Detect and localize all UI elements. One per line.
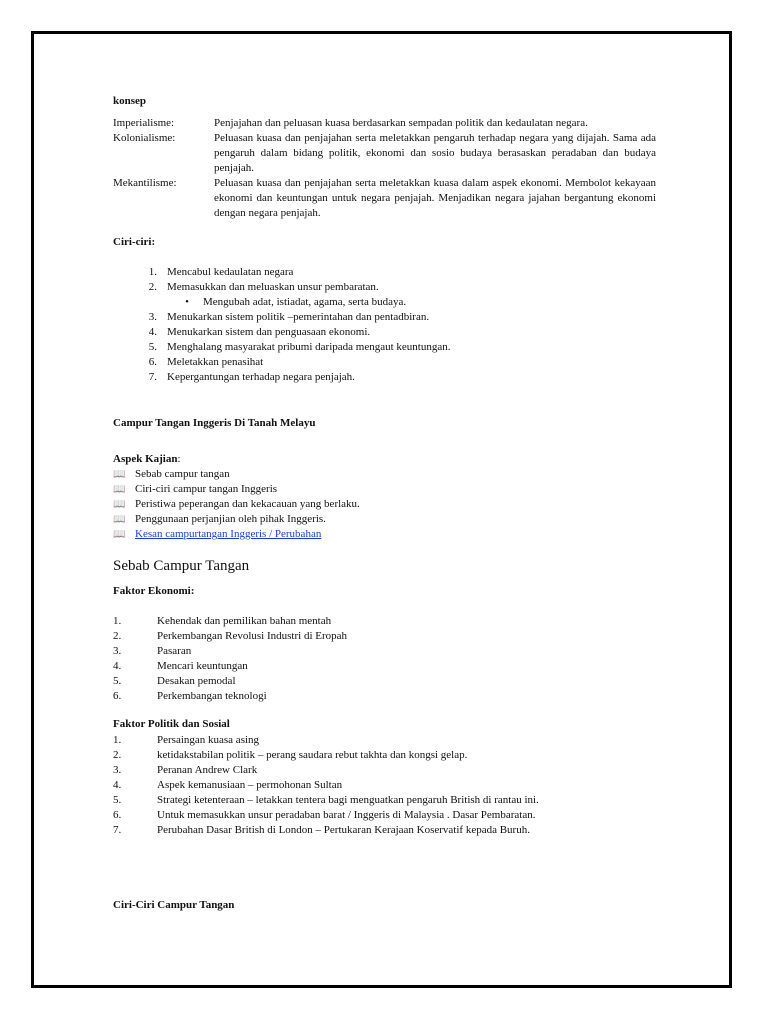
list-item xyxy=(113,823,539,838)
list-text: Menukarkan sistem politik –pemerintahan dan pentadbiran. xyxy=(167,311,430,323)
list-number: 2. xyxy=(113,749,122,761)
definition-term: Kolonialisme: xyxy=(113,132,176,144)
list-text: Pasaran xyxy=(157,645,192,657)
kesan-link[interactable]: Kesan campurtangan Inggeris / Perubahan xyxy=(135,528,322,540)
sebab-campur-tangan-heading: Sebab Campur Tangan xyxy=(113,558,250,574)
list-text: Penggunaan perjanjian oleh pihak Inggeris. xyxy=(135,513,326,525)
list-item xyxy=(113,733,539,748)
list-item xyxy=(113,295,450,310)
list-item xyxy=(113,659,347,674)
ciri-heading: Ciri-ciri: xyxy=(113,236,156,248)
aspek-list xyxy=(113,467,360,542)
aspek-kajian-heading xyxy=(113,452,181,467)
book-icon: 📖 xyxy=(113,499,126,510)
list-text: Menghalang masyarakat pribumi daripada mengaut keuntungan. xyxy=(167,341,451,353)
list-item xyxy=(113,280,450,295)
list-item xyxy=(113,497,360,512)
list-text: Mencari keuntungan xyxy=(157,660,248,672)
definition-term: Imperialisme: xyxy=(113,117,175,129)
definition-kolonialisme xyxy=(113,131,656,176)
list-item xyxy=(113,793,539,808)
list-number: 4. xyxy=(148,326,157,338)
list-text: Perkembangan teknologi xyxy=(157,690,267,702)
list-text: Ciri-ciri campur tangan Inggeris xyxy=(135,483,278,495)
list-number: 3. xyxy=(113,764,122,776)
list-item xyxy=(113,370,450,385)
book-icon: 📖 xyxy=(113,529,126,540)
faktor-politik-heading: Faktor Politik dan Sosial xyxy=(113,718,230,730)
list-item xyxy=(113,310,450,325)
list-item xyxy=(113,674,347,689)
list-item xyxy=(113,778,539,793)
konsep-heading: konsep xyxy=(113,95,147,107)
definitions xyxy=(113,116,656,221)
list-number: 7. xyxy=(148,371,157,383)
aspek-colon: : xyxy=(177,453,181,465)
list-number: 5. xyxy=(113,794,122,806)
list-text: Desakan pemodal xyxy=(157,675,236,687)
list-text: Menukarkan sistem dan penguasaan ekonomi. xyxy=(167,326,371,338)
list-text: Aspek kemanusiaan – permohonan Sultan xyxy=(157,779,343,791)
list-text: Sebab campur tangan xyxy=(135,468,230,480)
list-item xyxy=(113,644,347,659)
ekonomi-list xyxy=(113,614,347,704)
list-text: Meletakkan penasihat xyxy=(167,356,264,368)
list-number: 6. xyxy=(113,690,122,702)
list-number: 6. xyxy=(148,356,157,368)
list-item xyxy=(113,325,450,340)
list-item xyxy=(113,808,539,823)
book-icon: 📖 xyxy=(113,514,126,525)
list-text: Perubahan Dasar British di London – Pertukaran Kerajaan Koservatif kepada Buruh. xyxy=(157,824,530,836)
list-item xyxy=(113,614,347,629)
ciri-list xyxy=(113,265,450,385)
list-number: 4. xyxy=(113,660,122,672)
book-icon: 📖 xyxy=(113,469,126,480)
book-icon: 📖 xyxy=(113,484,126,495)
politik-list xyxy=(113,733,539,838)
list-number: 1. xyxy=(113,615,122,627)
list-item xyxy=(113,340,450,355)
list-number: 6. xyxy=(113,809,122,821)
list-item xyxy=(113,355,450,370)
list-number: 4. xyxy=(113,779,122,791)
list-item xyxy=(113,689,347,704)
list-number: 2. xyxy=(113,630,122,642)
list-item xyxy=(113,629,347,644)
list-number: 5. xyxy=(148,341,157,353)
list-text: ketidakstabilan politik – perang saudara rebut takhta dan kongsi gelap. xyxy=(157,749,468,761)
definition-text: Peluasan kuasa dan penjajahan serta meletakkan pengaruh terhadap negara yang dijajah. Sama ada pengaruh dalam bidang politik, ekonomi dan sosio budaya berasaskan peradaban dan budaya penjajah. xyxy=(214,132,656,174)
list-text: Persaingan kuasa asing xyxy=(157,734,260,746)
aspek-kajian-title: Aspek Kajian xyxy=(113,453,178,465)
list-item xyxy=(113,748,539,763)
list-item xyxy=(113,527,360,542)
campur-tangan-heading: Campur Tangan Inggeris Di Tanah Melayu xyxy=(113,417,316,429)
definition-text: Peluasan kuasa dan penjajahan serta meletakkan kuasa dalam aspek ekonomi. Membolot kekayaan ekonomi dan keuntungan untuk negara penjajah. Menjadikan negara jajahan bergantung ekonomi dengan negara penjajah. xyxy=(214,177,656,219)
faktor-ekonomi-heading: Faktor Ekonomi: xyxy=(113,585,195,597)
list-item xyxy=(113,265,450,280)
list-item xyxy=(113,467,360,482)
definition-imperialisme xyxy=(113,116,656,131)
definition-mekantilisme xyxy=(113,176,656,221)
list-number: 5. xyxy=(113,675,122,687)
definition-text: Penjajahan dan peluasan kuasa berdasarkan sempadan politik dan kedaulatan negara. xyxy=(214,117,588,129)
list-number: 3. xyxy=(148,311,157,323)
list-text: Mencabul kedaulatan negara xyxy=(167,266,294,278)
list-text: Untuk memasukkan unsur peradaban barat / Inggeris di Malaysia . Dasar Pembaratan. xyxy=(157,809,536,821)
list-text: Kehendak dan pemilikan bahan mentah xyxy=(157,615,332,627)
list-text: Memasukkan dan meluaskan unsur pembaratan. xyxy=(167,281,379,293)
list-item xyxy=(113,763,539,778)
list-number: 3. xyxy=(113,645,122,657)
list-text: Peranan Andrew Clark xyxy=(157,764,258,776)
list-text: Perkembangan Revolusi Industri di Eropah xyxy=(157,630,348,642)
list-item xyxy=(113,512,360,527)
list-number: 2. xyxy=(148,281,157,293)
list-text: Strategi ketenteraan – letakkan tentera bagi menguatkan pengaruh British di rantau ini. xyxy=(157,794,539,806)
bullet: • xyxy=(185,296,189,308)
list-text: Peristiwa peperangan dan kekacauan yang berlaku. xyxy=(135,498,360,510)
list-number: 1. xyxy=(113,734,122,746)
ciri-campur-tangan-heading: Ciri-Ciri Campur Tangan xyxy=(113,899,235,911)
definition-term: Mekantilisme: xyxy=(113,177,177,189)
list-number: 7. xyxy=(113,824,122,836)
list-text: Kepergantungan terhadap negara penjajah. xyxy=(167,371,355,383)
list-number: 1. xyxy=(148,266,157,278)
list-text: Mengubah adat, istiadat, agama, serta budaya. xyxy=(203,296,407,308)
list-item xyxy=(113,482,360,497)
